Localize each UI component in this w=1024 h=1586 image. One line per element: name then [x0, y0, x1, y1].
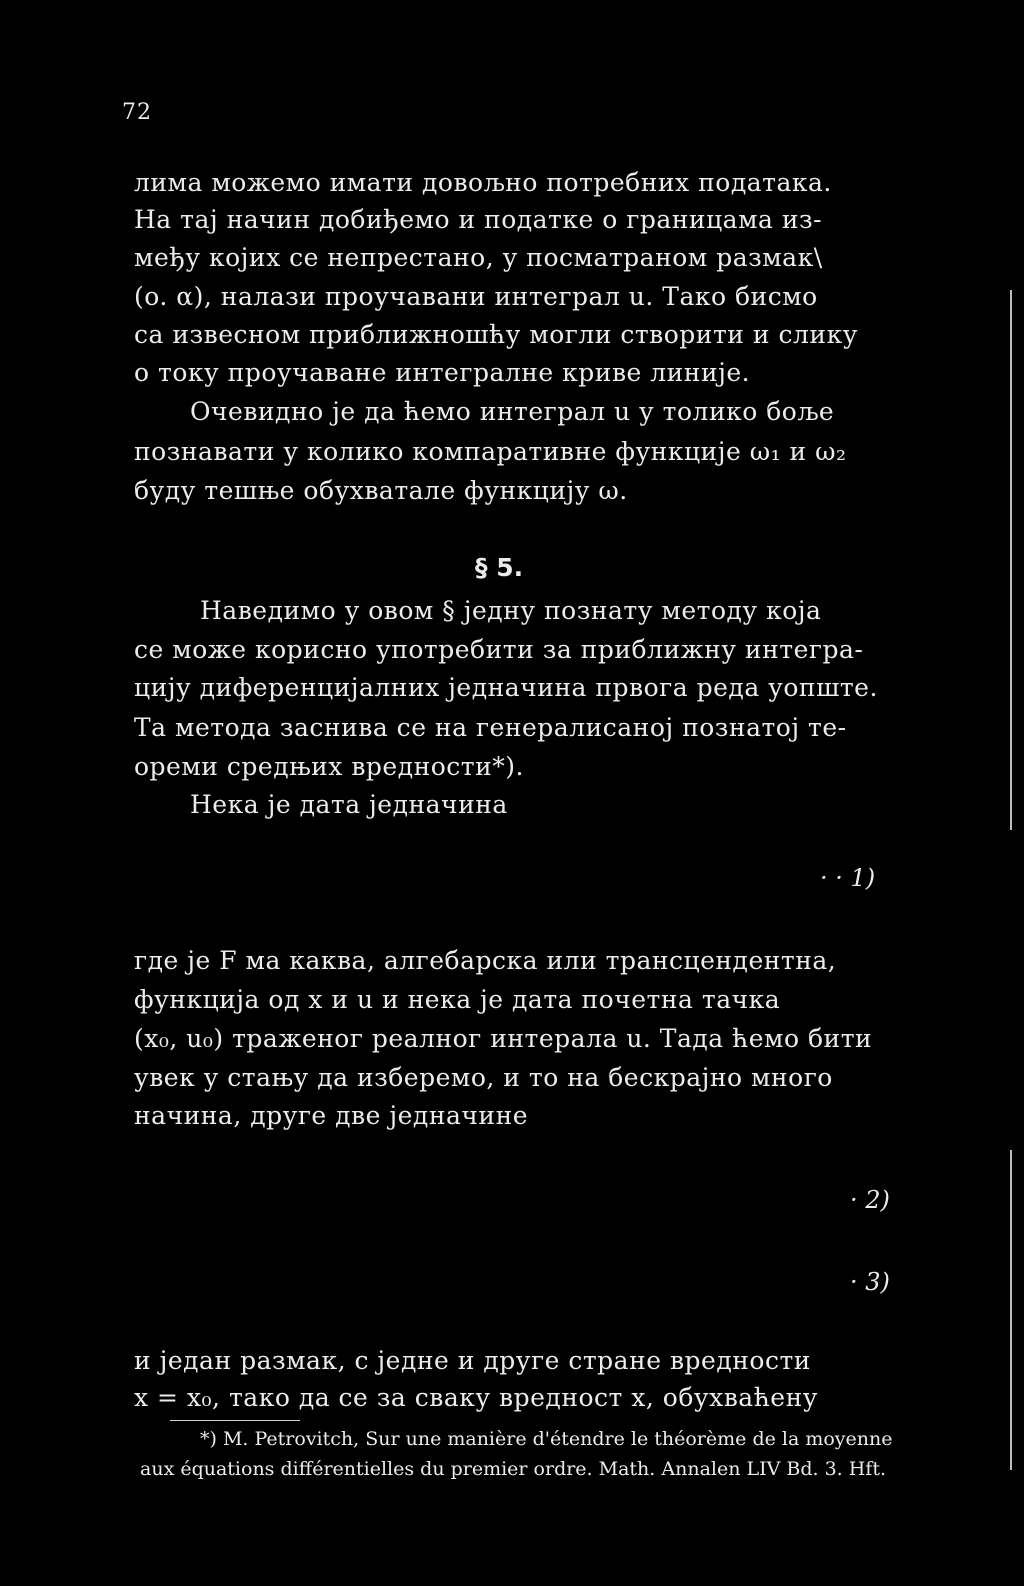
text-line: цију диференцијалних једначина првога реда уопште.	[134, 673, 878, 702]
text-line: Наведимо у овом § једну познату методу која	[200, 596, 822, 625]
text-line: Очевидно је да ћемо интеграл u у толико боље	[190, 397, 835, 426]
text-line: познавати у колико компаративне функције ω₁ и ω₂	[134, 437, 847, 466]
equation-number: · 3)	[850, 1268, 890, 1296]
text-line: и један размак, с једне и друге стране вредности	[134, 1346, 811, 1375]
text-line: међу којих се непрестано, у посматраном размак\	[134, 243, 823, 272]
text-line: На тај начин добиђемо и податке о границама из-	[134, 205, 823, 234]
footnote-line: *) M. Petrovitch, Sur une manière d'étendre le théorème de la moyenne	[200, 1428, 893, 1450]
scan-edge-mark	[1010, 290, 1012, 830]
footnote-line: aux équations différentielles du premier ordre. Math. Annalen LIV Bd. 3. Hft.	[140, 1458, 887, 1480]
text-line: лима можемо имати довољно потребних података.	[134, 168, 832, 197]
page-number: 72	[122, 100, 152, 125]
text-line: начина, друге две једначине	[134, 1101, 529, 1130]
text-line: буду тешње обухватале функцију ω.	[134, 476, 628, 505]
text-line: увек у стању да изберемо, и то на бескрајно много	[134, 1063, 833, 1092]
text-line: ореми средњих вредности*).	[134, 752, 524, 781]
text-line: Та метода заснива се на генералисаној познатој те-	[134, 713, 847, 742]
text-line: (o. α), налази проучавани интеграл u. Тако бисмо	[134, 282, 818, 311]
equation-number: · 2)	[850, 1186, 890, 1214]
scan-edge-mark	[1010, 1150, 1012, 1470]
section-heading: § 5.	[475, 553, 524, 582]
text-line: x = x₀, тако да се за сваку вредност x, обухваћену	[134, 1383, 818, 1412]
equation-number: · · 1)	[820, 864, 876, 892]
text-line: функција од x и u и нека је дата почетна тачка	[134, 985, 781, 1014]
footnote-rule	[170, 1420, 300, 1421]
text-line: где је F ма каква, алгебарска или трансцендентна,	[134, 946, 837, 975]
text-line: (x₀, u₀) траженог реалног интерала u. Тада ћемо бити	[134, 1024, 873, 1053]
text-line: се може корисно употребити за приближну интегра-	[134, 635, 864, 664]
text-line: о току проучаване интегралне криве линије.	[134, 358, 751, 387]
text-line: са извесном приближношћу могли створити и слику	[134, 320, 858, 349]
text-line: Нека је дата једначина	[190, 790, 508, 819]
